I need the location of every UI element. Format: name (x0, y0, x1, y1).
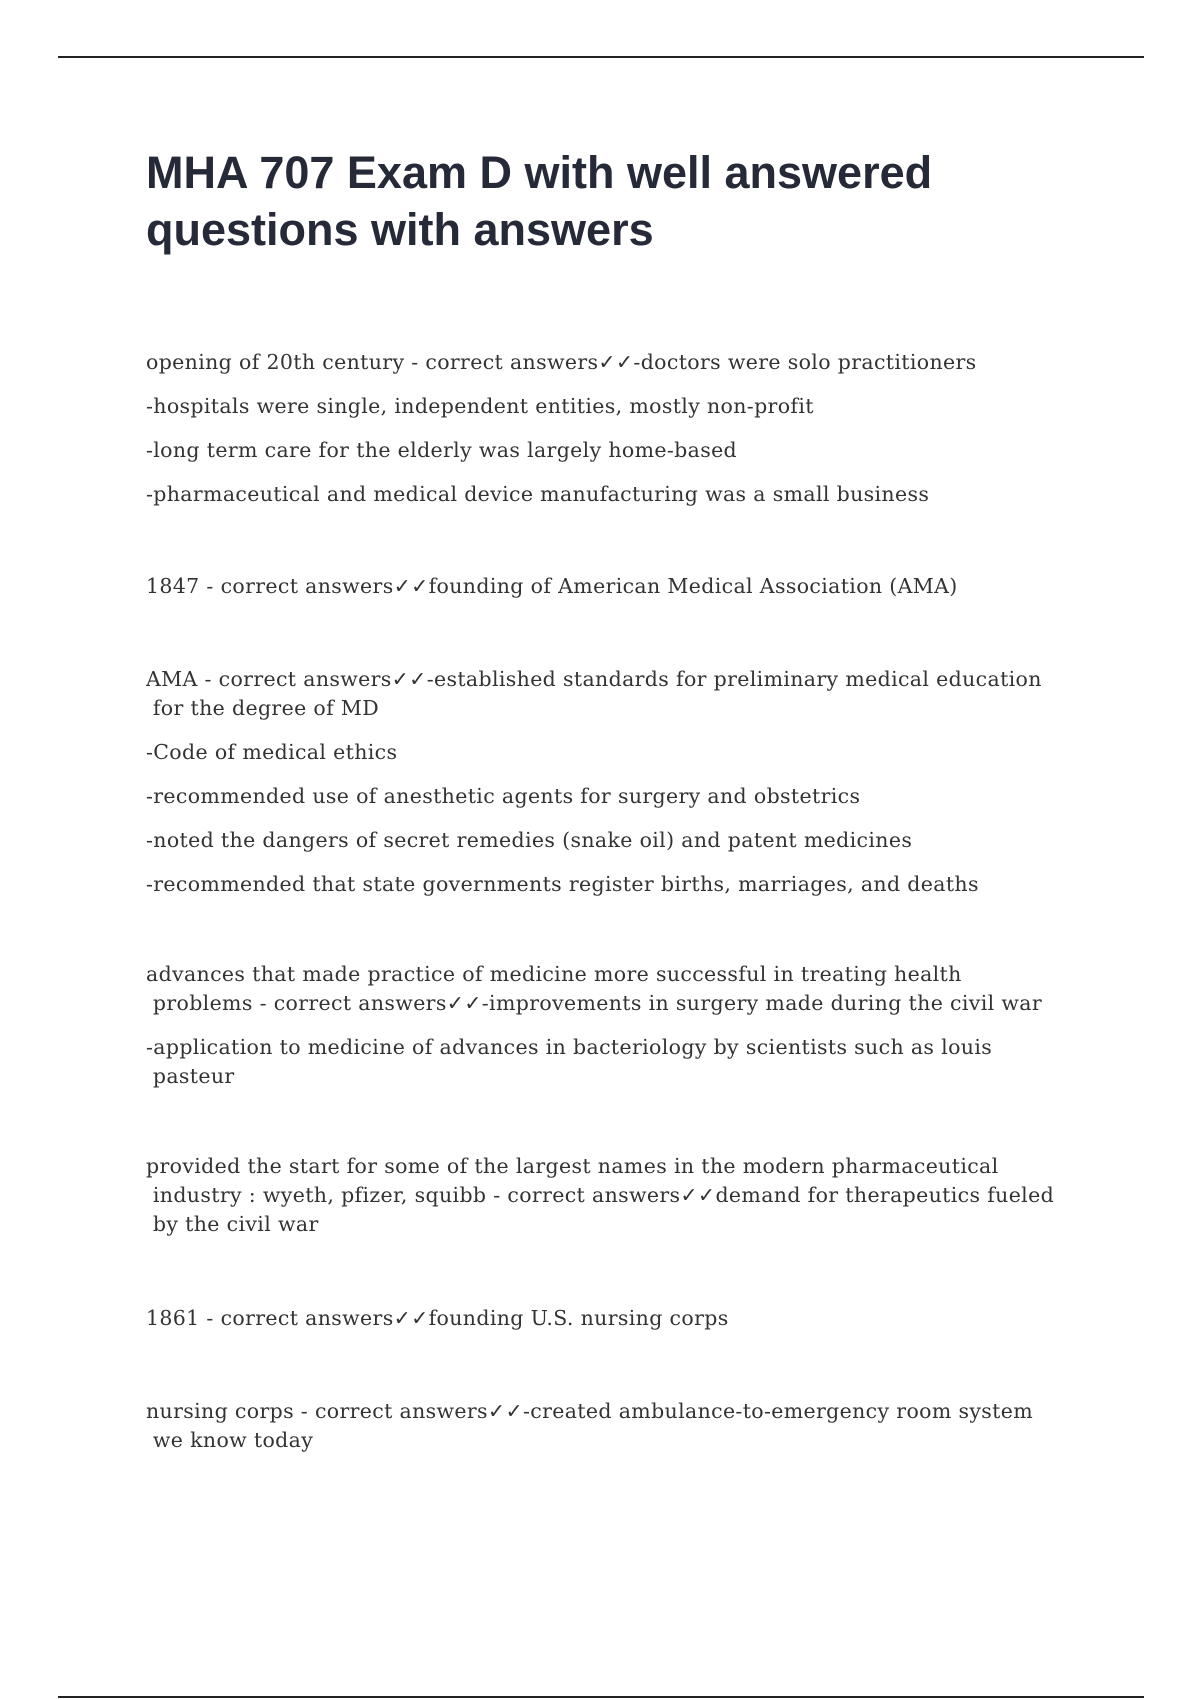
qa-line: 1847 - correct answers✓✓founding of American Medical Association (AMA) (146, 574, 958, 598)
qa-line: -recommended that state governments register births, marriages, and deaths (146, 872, 979, 896)
qa-line: -long term care for the elderly was largely home-based (146, 438, 738, 462)
qa-line: nursing corps - correct answers✓✓-created ambulance-to-emergency room system we know today (146, 1399, 1034, 1452)
qa-block-1861 (146, 1304, 1086, 1348)
title-line-2: questions with answers (146, 204, 654, 255)
qa-line: -noted the dangers of secret remedies (snake oil) and patent medicines (146, 828, 913, 852)
qa-block-ama (146, 665, 1086, 914)
bottom-rule (58, 1696, 1144, 1698)
qa-line: opening of 20th century - correct answers✓✓-doctors were solo practitioners (146, 350, 977, 374)
qa-block-nursing-corps (146, 1397, 1086, 1470)
top-rule (58, 56, 1144, 58)
qa-line: -pharmaceutical and medical device manufacturing was a small business (146, 482, 930, 506)
document-title (146, 144, 1086, 258)
qa-block-opening-20th-century (146, 348, 1086, 524)
qa-line: advances that made practice of medicine more successful in treating health problems - correct answers✓✓-improvements in surgery made during the civil war (146, 962, 1043, 1015)
qa-line: 1861 - correct answers✓✓founding U.S. nursing corps (146, 1306, 729, 1330)
qa-block-pharmaceutical (146, 1152, 1086, 1254)
qa-block-advances (146, 960, 1086, 1106)
qa-line: AMA - correct answers✓✓-established standards for preliminary medical education for the degree of MD (146, 667, 1042, 720)
title-line-1: MHA 707 Exam D with well answered (146, 147, 933, 198)
qa-block-1847 (146, 572, 1086, 616)
qa-line: -recommended use of anesthetic agents for surgery and obstetrics (146, 784, 861, 808)
qa-line: -hospitals were single, independent entities, mostly non-profit (146, 394, 814, 418)
qa-line: provided the start for some of the largest names in the modern pharmaceutical industry : wyeth, pfizer, squibb - correct answers✓✓demand for therapeutics fueled by the civil war (146, 1154, 1055, 1236)
qa-line: -application to medicine of advances in bacteriology by scientists such as louis pasteur (146, 1035, 993, 1088)
qa-line: -Code of medical ethics (146, 740, 398, 764)
